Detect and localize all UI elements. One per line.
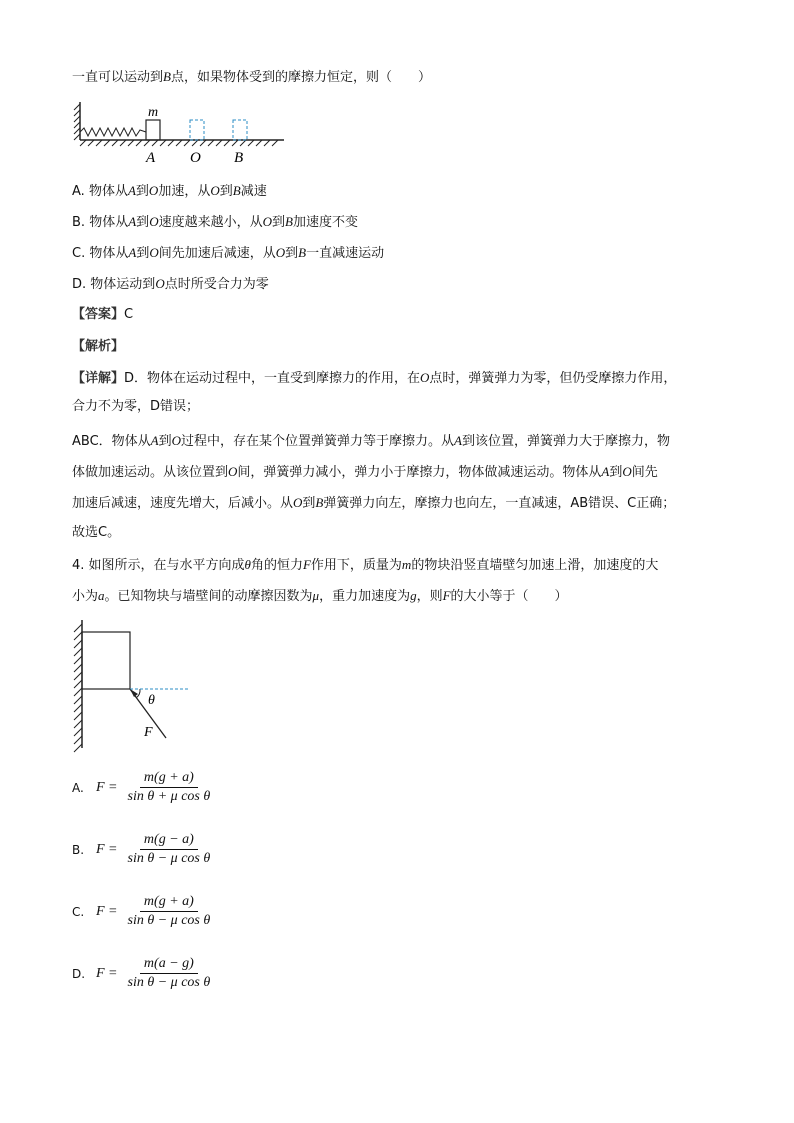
wall-block-figure: [68, 618, 198, 753]
abc-line-3: 加速后减速，速度先增大，后减小。从O到B弹簧弹力向左，摩擦力也向左，一直减速，AB错误、C正确；: [72, 495, 676, 511]
conclusion: 故选C。: [72, 525, 121, 540]
label-B: B: [234, 150, 244, 166]
label-F: F: [144, 725, 153, 740]
q4-option-c: C. F = $\frac{m(g + a)}{\text{sin θ − μ cos θ}}$: [72, 894, 211, 928]
q4-option-b: B. F = $\frac{m(g - a)}{\text{sin θ − μ cos θ}}$: [72, 832, 211, 866]
label-O: O: [190, 150, 201, 166]
q3-option-c: C. 物体从A到O间先加速后减速，从O到B一直减速运动: [72, 245, 385, 261]
q4-option-a: A. F = $\frac{m(g + a)}{\text{sin θ + μ cos θ}}$: [72, 770, 211, 804]
q4-option-d: D. F = $\frac{m(a - g)}{\text{sin θ − μ cos θ}}$: [72, 956, 211, 990]
label-A: A: [146, 150, 156, 166]
wall-hatch: [74, 624, 82, 752]
block: [82, 632, 130, 689]
q3-stem: 一直可以运动到B点，如果物体受到的摩擦力恒定，则（ ）: [72, 69, 431, 85]
label-m: m: [148, 105, 159, 120]
analysis-label: 【解析】: [72, 339, 125, 354]
q3-option-d: D. 物体运动到O点时所受合力为零: [72, 276, 269, 292]
block-at-O: [190, 120, 204, 140]
force-arrowhead: [130, 689, 138, 697]
block-m: [146, 120, 160, 140]
block-at-B: [233, 120, 247, 140]
label-theta: θ: [148, 693, 155, 708]
q4-stem-line-1: 4. 如图所示，在与水平方向成θ角的恒力F作用下，质量为m的物块沿竖直墙壁匀加速上滑，加速度的大: [72, 557, 659, 573]
q4-stem-line-2: 小为a。已知物块与墙壁间的动摩擦因数为μ，重力加速度为g，则F的大小等于（ ）: [72, 588, 568, 604]
q3-option-b: B. 物体从A到O速度越来越小，从O到B加速度不变: [72, 214, 358, 230]
detail-line-1: 【详解】D．物体在运动过程中，一直受到摩擦力的作用，在O点时，弹簧弹力为零，但仍受摩擦力作用，: [72, 370, 677, 386]
abc-line-1: ABC．物体从A到O过程中，存在某个位置弹簧弹力等于摩擦力。从A到该位置，弹簧弹力大于摩擦力，物: [72, 433, 671, 449]
detail-line-2: 合力不为零，D错误；: [72, 399, 200, 414]
spring: [80, 128, 146, 136]
wall-hatch: [74, 104, 80, 140]
q3-option-a: A. 物体从A到O加速，从O到B减速: [72, 183, 267, 199]
floor-hatch: [80, 140, 278, 146]
spring-block-figure: [72, 100, 292, 170]
abc-line-2: 体做加速运动。从该位置到O间，弹簧弹力减小，弹力小于摩擦力，物体做减速运动。物体从A到O间先: [72, 464, 658, 480]
answer: 【答案】C: [72, 307, 134, 322]
